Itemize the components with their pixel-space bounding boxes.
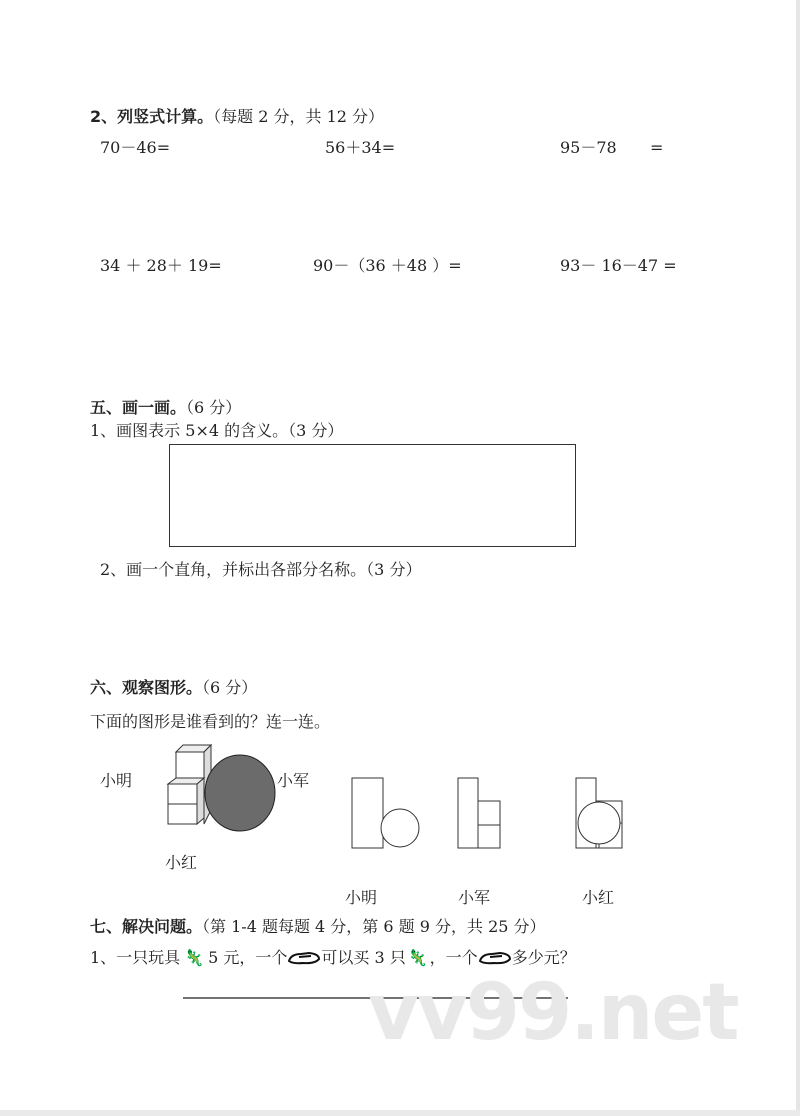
cube-object-figure bbox=[168, 745, 275, 831]
view-label-2: 小军 bbox=[458, 888, 491, 907]
calc-6: 93－ 16－47 = bbox=[560, 256, 677, 275]
observer-bottom: 小红 bbox=[165, 853, 198, 872]
s5-q1: 1、画图表示 5×4 的含义。（3 分） bbox=[90, 421, 344, 440]
view-3 bbox=[576, 778, 622, 848]
s5-heading-note: （6 分） bbox=[186, 398, 242, 417]
calc-2: 56＋34= bbox=[325, 138, 396, 157]
s5-heading-title: 五、画一画。 bbox=[90, 398, 187, 417]
view-1 bbox=[352, 778, 419, 848]
car-toy-icon bbox=[478, 950, 512, 966]
q2-heading-title: 2、列竖式计算。 bbox=[90, 107, 214, 126]
view-label-3: 小红 bbox=[582, 888, 615, 907]
s6-heading-note: （6 分） bbox=[202, 678, 258, 697]
q1-text-5: 多少元？ bbox=[511, 948, 576, 967]
q1-text-3: 可以买 3 只 bbox=[321, 948, 406, 967]
q1-text-4: ，一个 bbox=[429, 948, 478, 967]
calc-5: 90－（36 ＋48 ）= bbox=[313, 256, 462, 275]
s7-q1 bbox=[90, 948, 576, 968]
calc-3-equals: = bbox=[650, 138, 664, 157]
s6-heading-title: 六、观察图形。 bbox=[90, 678, 203, 697]
view-2 bbox=[458, 778, 500, 848]
s7-heading-title: 七、解决问题。 bbox=[90, 917, 203, 936]
calc-1: 70－46= bbox=[100, 138, 171, 157]
toy-icon: 🦎 bbox=[407, 948, 428, 967]
s7-heading-note: （第 1-4 题每题 4 分，第 6 题 9 分，共 25 分） bbox=[202, 917, 546, 936]
s7-heading bbox=[90, 917, 546, 937]
view-label-1: 小明 bbox=[345, 888, 378, 907]
watermark: vv99.net bbox=[368, 968, 738, 1058]
calc-3: 95－78 bbox=[560, 138, 617, 157]
q1-text-1: 1、一只玩具 bbox=[90, 948, 181, 967]
q2-heading-note: （每题 2 分，共 12 分） bbox=[213, 107, 385, 126]
s5-q2: 2、画一个直角，并标出各部分名称。（3 分） bbox=[100, 560, 422, 579]
observer-right: 小军 bbox=[277, 771, 310, 790]
q1-text-2: 5 元，一个 bbox=[208, 948, 288, 967]
ball-shape bbox=[205, 755, 275, 831]
car-toy-icon bbox=[287, 950, 321, 966]
calc-4: 34 ＋ 28＋ 19= bbox=[100, 256, 222, 275]
s6-instruction: 下面的图形是谁看到的？连一连。 bbox=[90, 712, 331, 731]
observer-left: 小明 bbox=[100, 771, 133, 790]
toy-icon: 🦎 bbox=[184, 948, 205, 967]
